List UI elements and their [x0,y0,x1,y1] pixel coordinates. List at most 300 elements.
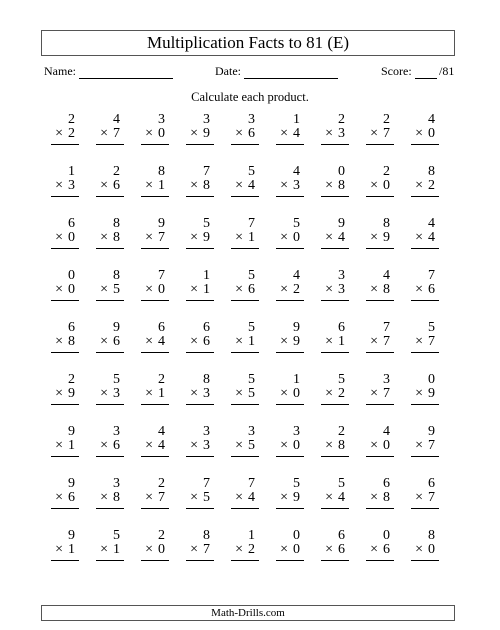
times-sign: × [325,386,333,401]
multiplication-problem [179,164,224,216]
multiplicand: 7 [248,216,255,231]
multiplier: 8 [383,490,390,505]
answer-rule[interactable] [366,300,394,301]
multiplier-line [415,230,435,246]
multiplicand: 7 [248,476,255,491]
answer-rule[interactable] [231,144,259,145]
answer-rule[interactable] [411,404,439,405]
multiplicand: 2 [338,112,345,127]
multiplication-problem [179,476,224,528]
multiplier-line [55,490,75,506]
multiplication-problem [404,164,449,216]
answer-rule[interactable] [411,300,439,301]
answer-rule[interactable] [276,196,304,197]
answer-rule[interactable] [276,300,304,301]
answer-rule[interactable] [411,144,439,145]
score-total: /81 [439,64,455,78]
multiplicand: 9 [68,528,75,543]
times-sign: × [55,542,63,557]
date-field-line[interactable] [244,78,338,79]
multiplication-problem [359,164,404,216]
multiplier: 6 [428,282,435,297]
answer-rule[interactable] [186,352,214,353]
multiplicand: 3 [383,372,390,387]
multiplicand: 7 [383,320,390,335]
multiplier: 3 [68,178,75,193]
answer-rule[interactable] [51,144,79,145]
multiplicand: 1 [293,112,300,127]
times-sign: × [145,542,153,557]
multiplication-problem [89,424,134,476]
answer-rule[interactable] [366,508,394,509]
multiplier-line [235,230,255,246]
multiplication-problem [179,320,224,372]
times-sign: × [235,334,243,349]
answer-rule[interactable] [321,352,349,353]
answer-rule[interactable] [96,144,124,145]
multiplicand: 1 [248,528,255,543]
times-sign: × [370,438,378,453]
answer-rule[interactable] [276,456,304,457]
multiplier-line [145,438,165,454]
multiplicand: 8 [203,528,210,543]
times-sign: × [55,178,63,193]
multiplication-problem [404,112,449,164]
multiplication-problem [44,528,89,580]
answer-rule[interactable] [366,456,394,457]
multiplier: 6 [248,282,255,297]
multiplier: 4 [428,230,435,245]
answer-rule[interactable] [96,560,124,561]
multiplier-line [415,178,435,194]
multiplicand: 5 [248,164,255,179]
answer-rule[interactable] [411,248,439,249]
times-sign: × [235,438,243,453]
answer-rule[interactable] [366,560,394,561]
answer-rule[interactable] [231,560,259,561]
multiplicand: 6 [203,320,210,335]
multiplicand: 9 [293,320,300,335]
times-sign: × [370,386,378,401]
multiplier: 7 [383,126,390,141]
answer-rule[interactable] [51,404,79,405]
multiplication-problem [224,268,269,320]
multiplier-line [235,542,255,558]
times-sign: × [100,438,108,453]
answer-rule[interactable] [96,456,124,457]
multiplication-problem [224,320,269,372]
multiplicand: 3 [113,424,120,439]
times-sign: × [235,490,243,505]
multiplicand: 2 [158,372,165,387]
name-field-line[interactable] [79,78,173,79]
times-sign: × [280,282,288,297]
multiplicand: 6 [428,476,435,491]
multiplicand: 6 [338,528,345,543]
multiplicand: 3 [203,112,210,127]
answer-rule[interactable] [366,196,394,197]
times-sign: × [55,438,63,453]
multiplication-problem [89,216,134,268]
multiplier-line [145,282,165,298]
times-sign: × [280,334,288,349]
multiplier: 3 [203,438,210,453]
answer-rule[interactable] [141,248,169,249]
multiplier: 8 [203,178,210,193]
multiplicand: 5 [338,372,345,387]
multiplier-line [145,334,165,350]
multiplication-problem [179,112,224,164]
times-sign: × [415,178,423,193]
multiplier-line [145,490,165,506]
multiplicand: 5 [293,216,300,231]
times-sign: × [280,438,288,453]
times-sign: × [415,490,423,505]
multiplicand: 0 [68,268,75,283]
multiplicand: 2 [68,112,75,127]
times-sign: × [280,126,288,141]
multiplier: 9 [203,126,210,141]
multiplication-problem [89,372,134,424]
answer-rule[interactable] [51,248,79,249]
answer-rule[interactable] [51,508,79,509]
multiplier-line [325,178,345,194]
multiplication-problem [314,320,359,372]
multiplier-line [190,230,210,246]
multiplication-problem [359,268,404,320]
answer-rule[interactable] [276,248,304,249]
answer-rule[interactable] [186,196,214,197]
answer-rule[interactable] [96,508,124,509]
multiplier-line [370,282,390,298]
answer-rule[interactable] [231,196,259,197]
answer-rule[interactable] [51,300,79,301]
multiplication-problem [89,164,134,216]
multiplication-problem [404,268,449,320]
times-sign: × [280,490,288,505]
multiplication-problem [134,528,179,580]
answer-rule[interactable] [231,248,259,249]
multiplier-line [55,126,75,142]
multiplier-line [415,542,435,558]
multiplier-line [100,126,120,142]
times-sign: × [190,126,198,141]
times-sign: × [415,230,423,245]
times-sign: × [370,282,378,297]
multiplicand: 4 [293,268,300,283]
multiplier: 1 [68,542,75,557]
multiplier-line [145,386,165,402]
multiplier: 5 [113,282,120,297]
multiplier-line [370,542,390,558]
multiplicand: 9 [68,424,75,439]
answer-rule[interactable] [321,404,349,405]
multiplicand: 7 [158,268,165,283]
answer-rule[interactable] [141,352,169,353]
worksheet-title: Multiplication Facts to 81 (E) [146,33,350,52]
multiplier-line [55,334,75,350]
answer-rule[interactable] [411,456,439,457]
footer-text: Math-Drills.com [211,607,285,619]
multiplier-line [235,438,255,454]
multiplier-line [325,386,345,402]
multiplier: 6 [383,542,390,557]
multiplication-problem [314,112,359,164]
multiplication-problem [269,164,314,216]
answer-rule[interactable] [141,144,169,145]
multiplier-line [100,334,120,350]
multiplicand: 3 [248,424,255,439]
times-sign: × [145,386,153,401]
times-sign: × [370,542,378,557]
multiplier: 2 [248,542,255,557]
multiplier: 4 [248,490,255,505]
multiplicand: 6 [68,216,75,231]
multiplication-problem [314,164,359,216]
multiplier-line [280,282,300,298]
multiplicand: 4 [113,112,120,127]
multiplicand: 8 [113,268,120,283]
answer-rule[interactable] [141,300,169,301]
multiplier: 8 [383,282,390,297]
multiplier-line [190,126,210,142]
times-sign: × [190,386,198,401]
multiplier: 5 [248,438,255,453]
answer-rule[interactable] [231,352,259,353]
multiplier: 7 [428,438,435,453]
answer-rule[interactable] [321,300,349,301]
multiplier-line [280,126,300,142]
multiplier: 6 [338,542,345,557]
answer-rule[interactable] [186,560,214,561]
answer-rule[interactable] [186,404,214,405]
multiplier-line [145,178,165,194]
answer-rule[interactable] [366,352,394,353]
answer-rule[interactable] [141,456,169,457]
answer-rule[interactable] [321,196,349,197]
multiplication-problem [134,164,179,216]
times-sign: × [55,126,63,141]
multiplier: 9 [383,230,390,245]
multiplier-line [55,178,75,194]
multiplication-problem [89,476,134,528]
times-sign: × [370,490,378,505]
answer-rule[interactable] [96,352,124,353]
multiplier-line [235,126,255,142]
multiplication-problem [44,320,89,372]
answer-rule[interactable] [411,352,439,353]
multiplier: 2 [338,386,345,401]
multiplication-problem [269,216,314,268]
multiplicand: 1 [68,164,75,179]
multiplier: 9 [293,490,300,505]
multiplier: 0 [428,126,435,141]
multiplier-line [280,334,300,350]
answer-rule[interactable] [366,144,394,145]
multiplicand: 7 [428,268,435,283]
multiplier: 8 [68,334,75,349]
answer-rule[interactable] [231,404,259,405]
answer-rule[interactable] [276,352,304,353]
answer-rule[interactable] [186,144,214,145]
multiplicand: 8 [113,216,120,231]
multiplicand: 5 [293,476,300,491]
multiplier: 5 [203,490,210,505]
answer-rule[interactable] [96,404,124,405]
multiplication-problem [359,528,404,580]
answer-rule[interactable] [321,248,349,249]
multiplier: 1 [203,282,210,297]
multiplier: 0 [293,386,300,401]
times-sign: × [415,334,423,349]
answer-rule[interactable] [186,248,214,249]
multiplication-problem [404,320,449,372]
multiplication-problem [134,320,179,372]
answer-rule[interactable] [96,196,124,197]
multiplication-problem [179,424,224,476]
answer-rule[interactable] [141,560,169,561]
times-sign: × [325,438,333,453]
answer-rule[interactable] [321,456,349,457]
answer-rule[interactable] [366,404,394,405]
times-sign: × [100,230,108,245]
multiplicand: 2 [158,528,165,543]
answer-rule[interactable] [366,248,394,249]
answer-rule[interactable] [411,196,439,197]
multiplier-line [190,438,210,454]
multiplier-line [280,542,300,558]
answer-rule[interactable] [276,560,304,561]
multiplicand: 0 [383,528,390,543]
answer-rule[interactable] [51,196,79,197]
answer-rule[interactable] [231,300,259,301]
multiplier-line [280,438,300,454]
answer-rule[interactable] [141,404,169,405]
multiplicand: 5 [248,320,255,335]
multiplication-problem [179,268,224,320]
times-sign: × [145,230,153,245]
multiplication-problem [359,320,404,372]
answer-rule[interactable] [231,456,259,457]
multiplier: 0 [158,126,165,141]
multiplication-problem [134,476,179,528]
times-sign: × [190,542,198,557]
answer-rule[interactable] [141,508,169,509]
multiplier-line [100,230,120,246]
answer-rule[interactable] [51,456,79,457]
times-sign: × [280,386,288,401]
answer-rule[interactable] [186,300,214,301]
answer-rule[interactable] [51,560,79,561]
answer-rule[interactable] [321,560,349,561]
times-sign: × [145,126,153,141]
multiplier: 7 [158,230,165,245]
times-sign: × [100,334,108,349]
multiplier: 0 [68,230,75,245]
multiplier-line [100,178,120,194]
multiplier-line [190,490,210,506]
multiplier: 0 [68,282,75,297]
multiplier-line [190,334,210,350]
answer-rule[interactable] [276,508,304,509]
answer-rule[interactable] [51,352,79,353]
multiplier-line [325,542,345,558]
multiplication-problem [89,528,134,580]
times-sign: × [100,178,108,193]
answer-rule[interactable] [96,248,124,249]
multiplier: 0 [293,542,300,557]
multiplicand: 7 [203,476,210,491]
multiplication-problem [404,372,449,424]
times-sign: × [325,490,333,505]
multiplication-problem [89,320,134,372]
times-sign: × [145,490,153,505]
answer-rule[interactable] [411,508,439,509]
worksheet-title-box [41,30,455,56]
answer-rule[interactable] [411,560,439,561]
multiplication-problem [269,372,314,424]
multiplier-line [100,490,120,506]
multiplier: 4 [338,490,345,505]
multiplicand: 2 [383,112,390,127]
answer-rule[interactable] [276,404,304,405]
answer-rule[interactable] [186,508,214,509]
multiplier-line [280,178,300,194]
multiplication-problem [224,372,269,424]
answer-rule[interactable] [186,456,214,457]
multiplier: 1 [248,230,255,245]
multiplier: 9 [428,386,435,401]
answer-rule[interactable] [276,144,304,145]
multiplier: 4 [248,178,255,193]
times-sign: × [370,334,378,349]
multiplication-problem [314,268,359,320]
multiplicand: 5 [248,268,255,283]
multiplier-line [235,386,255,402]
answer-rule[interactable] [321,508,349,509]
multiplicand: 3 [158,112,165,127]
multiplicand: 3 [293,424,300,439]
answer-rule[interactable] [96,300,124,301]
times-sign: × [325,282,333,297]
multiplicand: 8 [428,528,435,543]
multiplication-problem [404,528,449,580]
answer-rule[interactable] [141,196,169,197]
multiplicand: 5 [113,372,120,387]
footer-box [41,605,455,621]
score-field-line[interactable] [415,78,437,79]
multiplier-line [100,282,120,298]
multiplier-line [325,282,345,298]
multiplier: 1 [158,178,165,193]
multiplier: 9 [293,334,300,349]
problem-grid [44,112,449,557]
multiplication-problem [44,216,89,268]
multiplication-problem [404,424,449,476]
answer-rule[interactable] [321,144,349,145]
multiplication-problem [404,216,449,268]
multiplier: 3 [203,386,210,401]
times-sign: × [415,438,423,453]
multiplier: 1 [338,334,345,349]
multiplicand: 1 [203,268,210,283]
multiplication-problem [359,372,404,424]
multiplier: 5 [248,386,255,401]
answer-rule[interactable] [231,508,259,509]
multiplier-line [55,230,75,246]
name-label: Name: [44,64,76,78]
multiplication-problem [224,164,269,216]
